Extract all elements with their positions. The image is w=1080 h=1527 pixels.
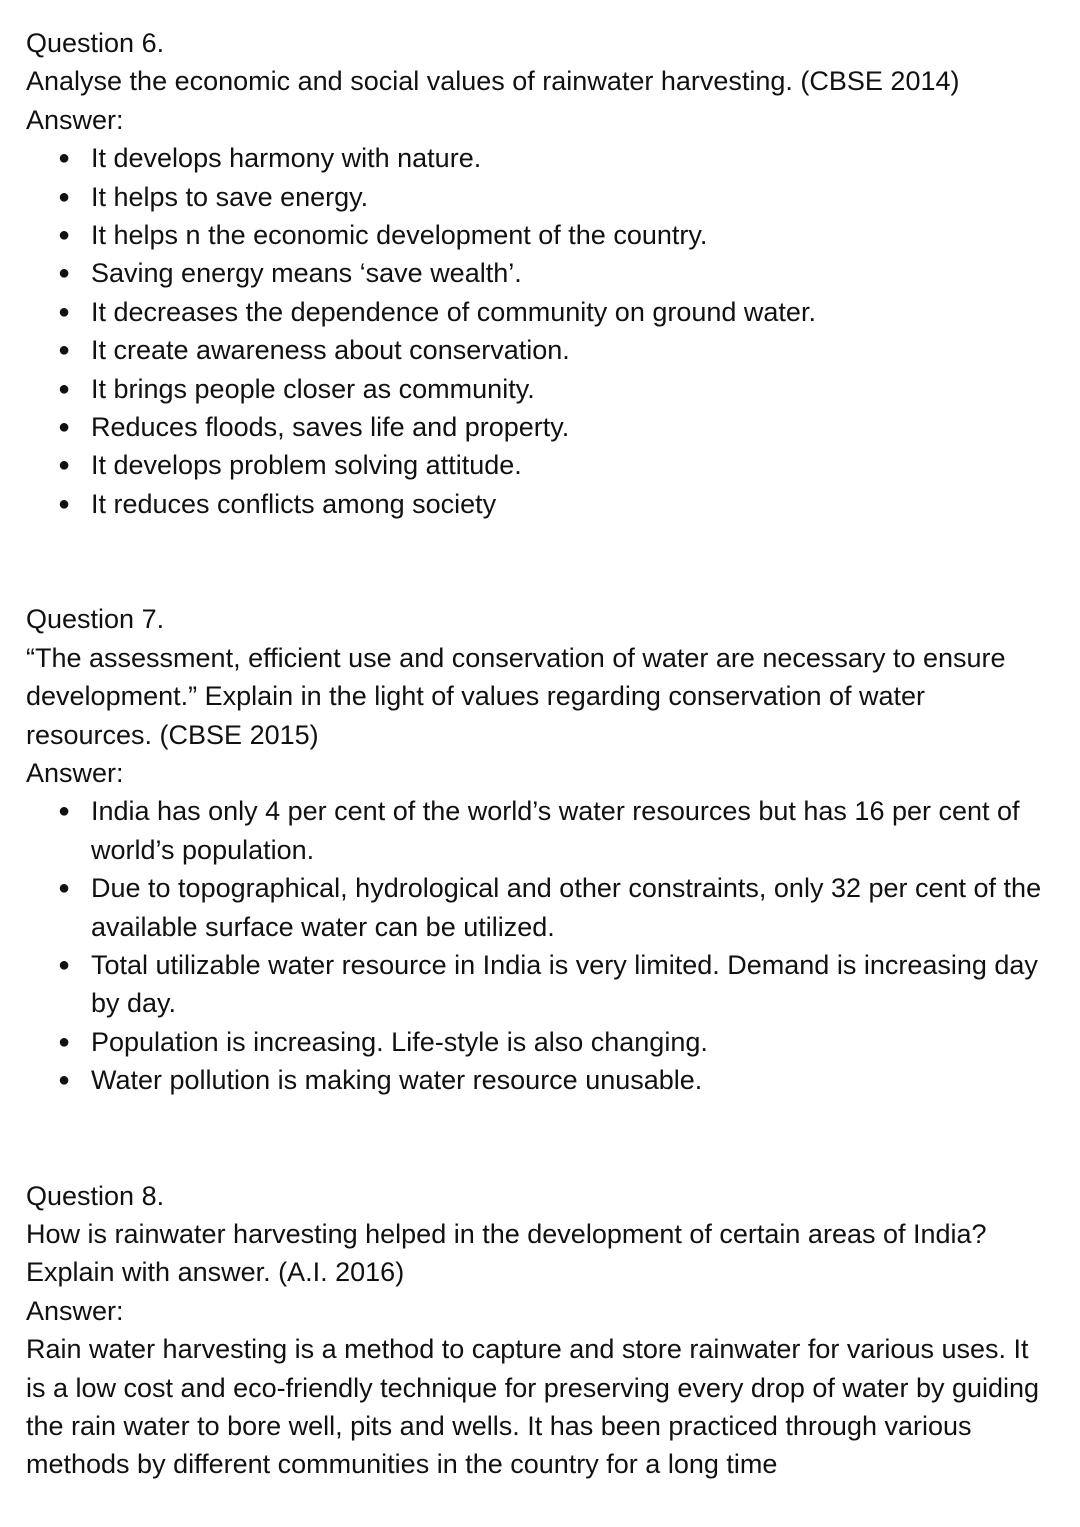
- bullet-icon: ●: [58, 877, 71, 900]
- list-item-text: It brings people closer as community.: [91, 373, 535, 404]
- bullet-icon: ●: [58, 377, 71, 400]
- bullet-icon: ●: [58, 416, 71, 439]
- list-item-text: Due to topographical, hydrological and other constraints, only 32 per cent of the available surface water can be utilized.: [91, 873, 1042, 942]
- list-item: [26, 293, 1054, 331]
- bullet-icon: ●: [58, 1030, 71, 1053]
- list-item: [26, 370, 1054, 408]
- list-item-text: Water pollution is making water resource unusable.: [91, 1065, 703, 1096]
- question-number: Question 8.: [26, 1180, 165, 1211]
- bullet-icon: ●: [58, 454, 71, 477]
- list-item: [26, 446, 1054, 484]
- list-item-text: It helps to save energy.: [91, 181, 369, 212]
- list-item: [26, 1061, 1054, 1099]
- bullet-icon: ●: [58, 339, 71, 362]
- list-item-text: It helps n the economic development of the country.: [91, 220, 708, 251]
- bullet-icon: ●: [58, 1069, 71, 1092]
- answer-list: [26, 792, 1054, 1099]
- list-item-text: Reduces floods, saves life and property.: [91, 412, 570, 443]
- list-item-text: It decreases the dependence of community on ground water.: [91, 296, 816, 327]
- list-item-text: Saving energy means ‘save wealth’.: [91, 258, 522, 289]
- list-item: [26, 485, 1054, 523]
- list-item-text: It reduces conflicts among society: [91, 488, 497, 519]
- list-item: [26, 869, 1054, 946]
- list-item: [26, 792, 1054, 869]
- list-item: [26, 254, 1054, 292]
- question-7: [26, 600, 1054, 1099]
- answer-label: Answer:: [26, 104, 124, 135]
- list-item: [26, 1023, 1054, 1061]
- answer-label: Answer:: [26, 757, 124, 788]
- question-number: Question 7.: [26, 604, 165, 635]
- list-item: [26, 331, 1054, 369]
- list-item-text: It develops harmony with nature.: [91, 143, 482, 174]
- bullet-icon: ●: [58, 262, 71, 285]
- question-text: Analyse the economic and social values of rainwater harvesting. (CBSE 2014): [26, 66, 960, 97]
- list-item-text: India has only 4 per cent of the world’s water resources but has 16 per cent of world’s population.: [91, 796, 1020, 865]
- question-number: Question 6.: [26, 28, 165, 58]
- list-item: [26, 178, 1054, 216]
- list-item-text: It develops problem solving attitude.: [91, 450, 522, 481]
- bullet-icon: ●: [58, 953, 71, 976]
- list-item-text: Total utilizable water resource in India is very limited. Demand is increasing day by day.: [91, 949, 1038, 1019]
- answer-label: Answer:: [26, 1295, 124, 1326]
- question-6: [26, 24, 1054, 523]
- bullet-icon: ●: [58, 492, 71, 515]
- question-text: How is rainwater harvesting helped in the development of certain areas of India? Explain with answer. (A.I. 2016): [26, 1218, 987, 1288]
- bullet-icon: ●: [58, 300, 71, 323]
- answer-list: [26, 139, 1054, 523]
- bullet-icon: ●: [58, 800, 71, 823]
- bullet-icon: ●: [58, 224, 71, 247]
- list-item-text: Population is increasing. Life-style is also changing.: [91, 1026, 708, 1057]
- question-text: “The assessment, efficient use and conservation of water are necessary to ensure development.” Explain in the light of values regarding conservation of water resources. (CBSE 2015): [26, 642, 1006, 750]
- list-item: [26, 139, 1054, 177]
- bullet-icon: ●: [58, 147, 71, 170]
- list-item: [26, 408, 1054, 446]
- list-item-text: It create awareness about conservation.: [91, 335, 570, 366]
- list-item: [26, 946, 1054, 1023]
- list-item: [26, 216, 1054, 254]
- bullet-icon: ●: [58, 185, 71, 208]
- question-8: [26, 1177, 1054, 1484]
- answer-paragraph: Rain water harvesting is a method to capture and store rainwater for various uses. It is a low cost and eco-friendly technique for preserving every drop of water by guiding the rain water to bore well, pits and wells. It has been practiced through various methods by different communities in the country for a long time: [26, 1334, 1040, 1480]
